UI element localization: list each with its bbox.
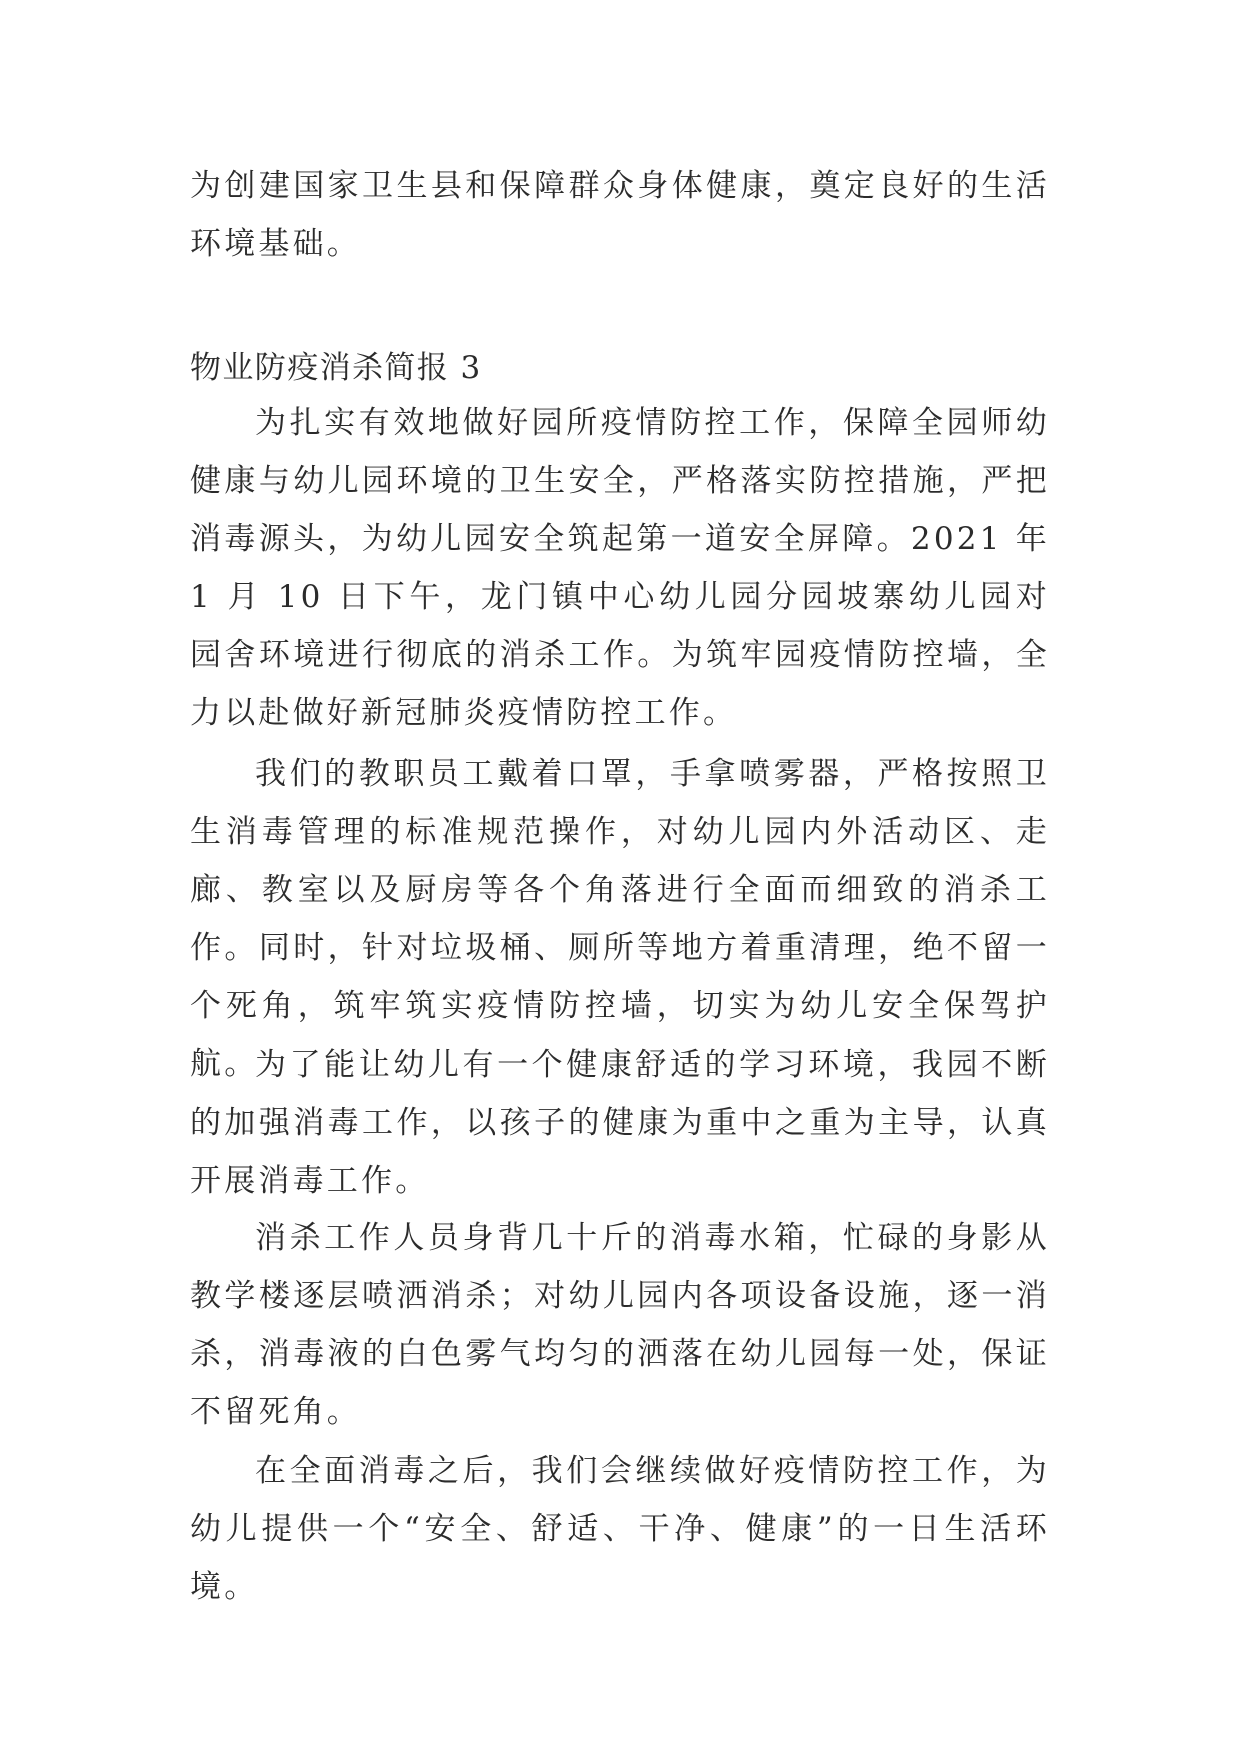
body-paragraph: 为了能让幼儿有一个健康舒适的学习环境，我园不断的加强消毒工作，以孩子的健康为重中之重为主导，认真开展消毒工作。 [190,1047,1050,1199]
body-paragraph: 消杀工作人员身背几十斤的消毒水箱，忙碌的身影从教学楼逐层喷洒消杀；对幼儿园内各项设备设施，逐一消杀，消毒液的白色雾气均匀的洒落在幼儿园每一处，保证不留死角。 [190,1220,1050,1430]
body-paragraph: 为扎实有效地做好园所疫情防控工作，保障全园师幼健康与幼儿园环境的卫生安全，严格落实防控措施，严把消毒源头，为幼儿园安全筑起第一道安全屏障。2021 年 1 月 10 日下午，龙门镇中心幼儿园分园坡寨幼儿园对园舍环境进行彻底的消杀工作。为筑牢园疫情防控墙，全力以赴做好新冠肺炎疫情防控工作。 [190,405,1050,731]
lead-paragraph: 为创建国家卫生县和保障群众身体健康，奠定良好的生活环境基础。 [190,168,1050,262]
body-paragraph: 在全面消毒之后，我们会继续做好疫情防控工作，为幼儿提供一个“安全、舒适、干净、健康”的一日生活环境。 [190,1453,1050,1605]
body-paragraph: 我们的教职员工戴着口罩，手拿喷雾器，严格按照卫生消毒管理的标准规范操作，对幼儿园内外活动区、走廊、教室以及厨房等各个角落进行全面而细致的消杀工作。同时，针对垃圾桶、厕所等地方着重清理，绝不留一个死角，筑牢筑实疫情防控墙，切实为幼儿安全保驾护航。 [190,756,1050,1082]
section-title: 物业防疫消杀简报 3 [190,350,482,386]
